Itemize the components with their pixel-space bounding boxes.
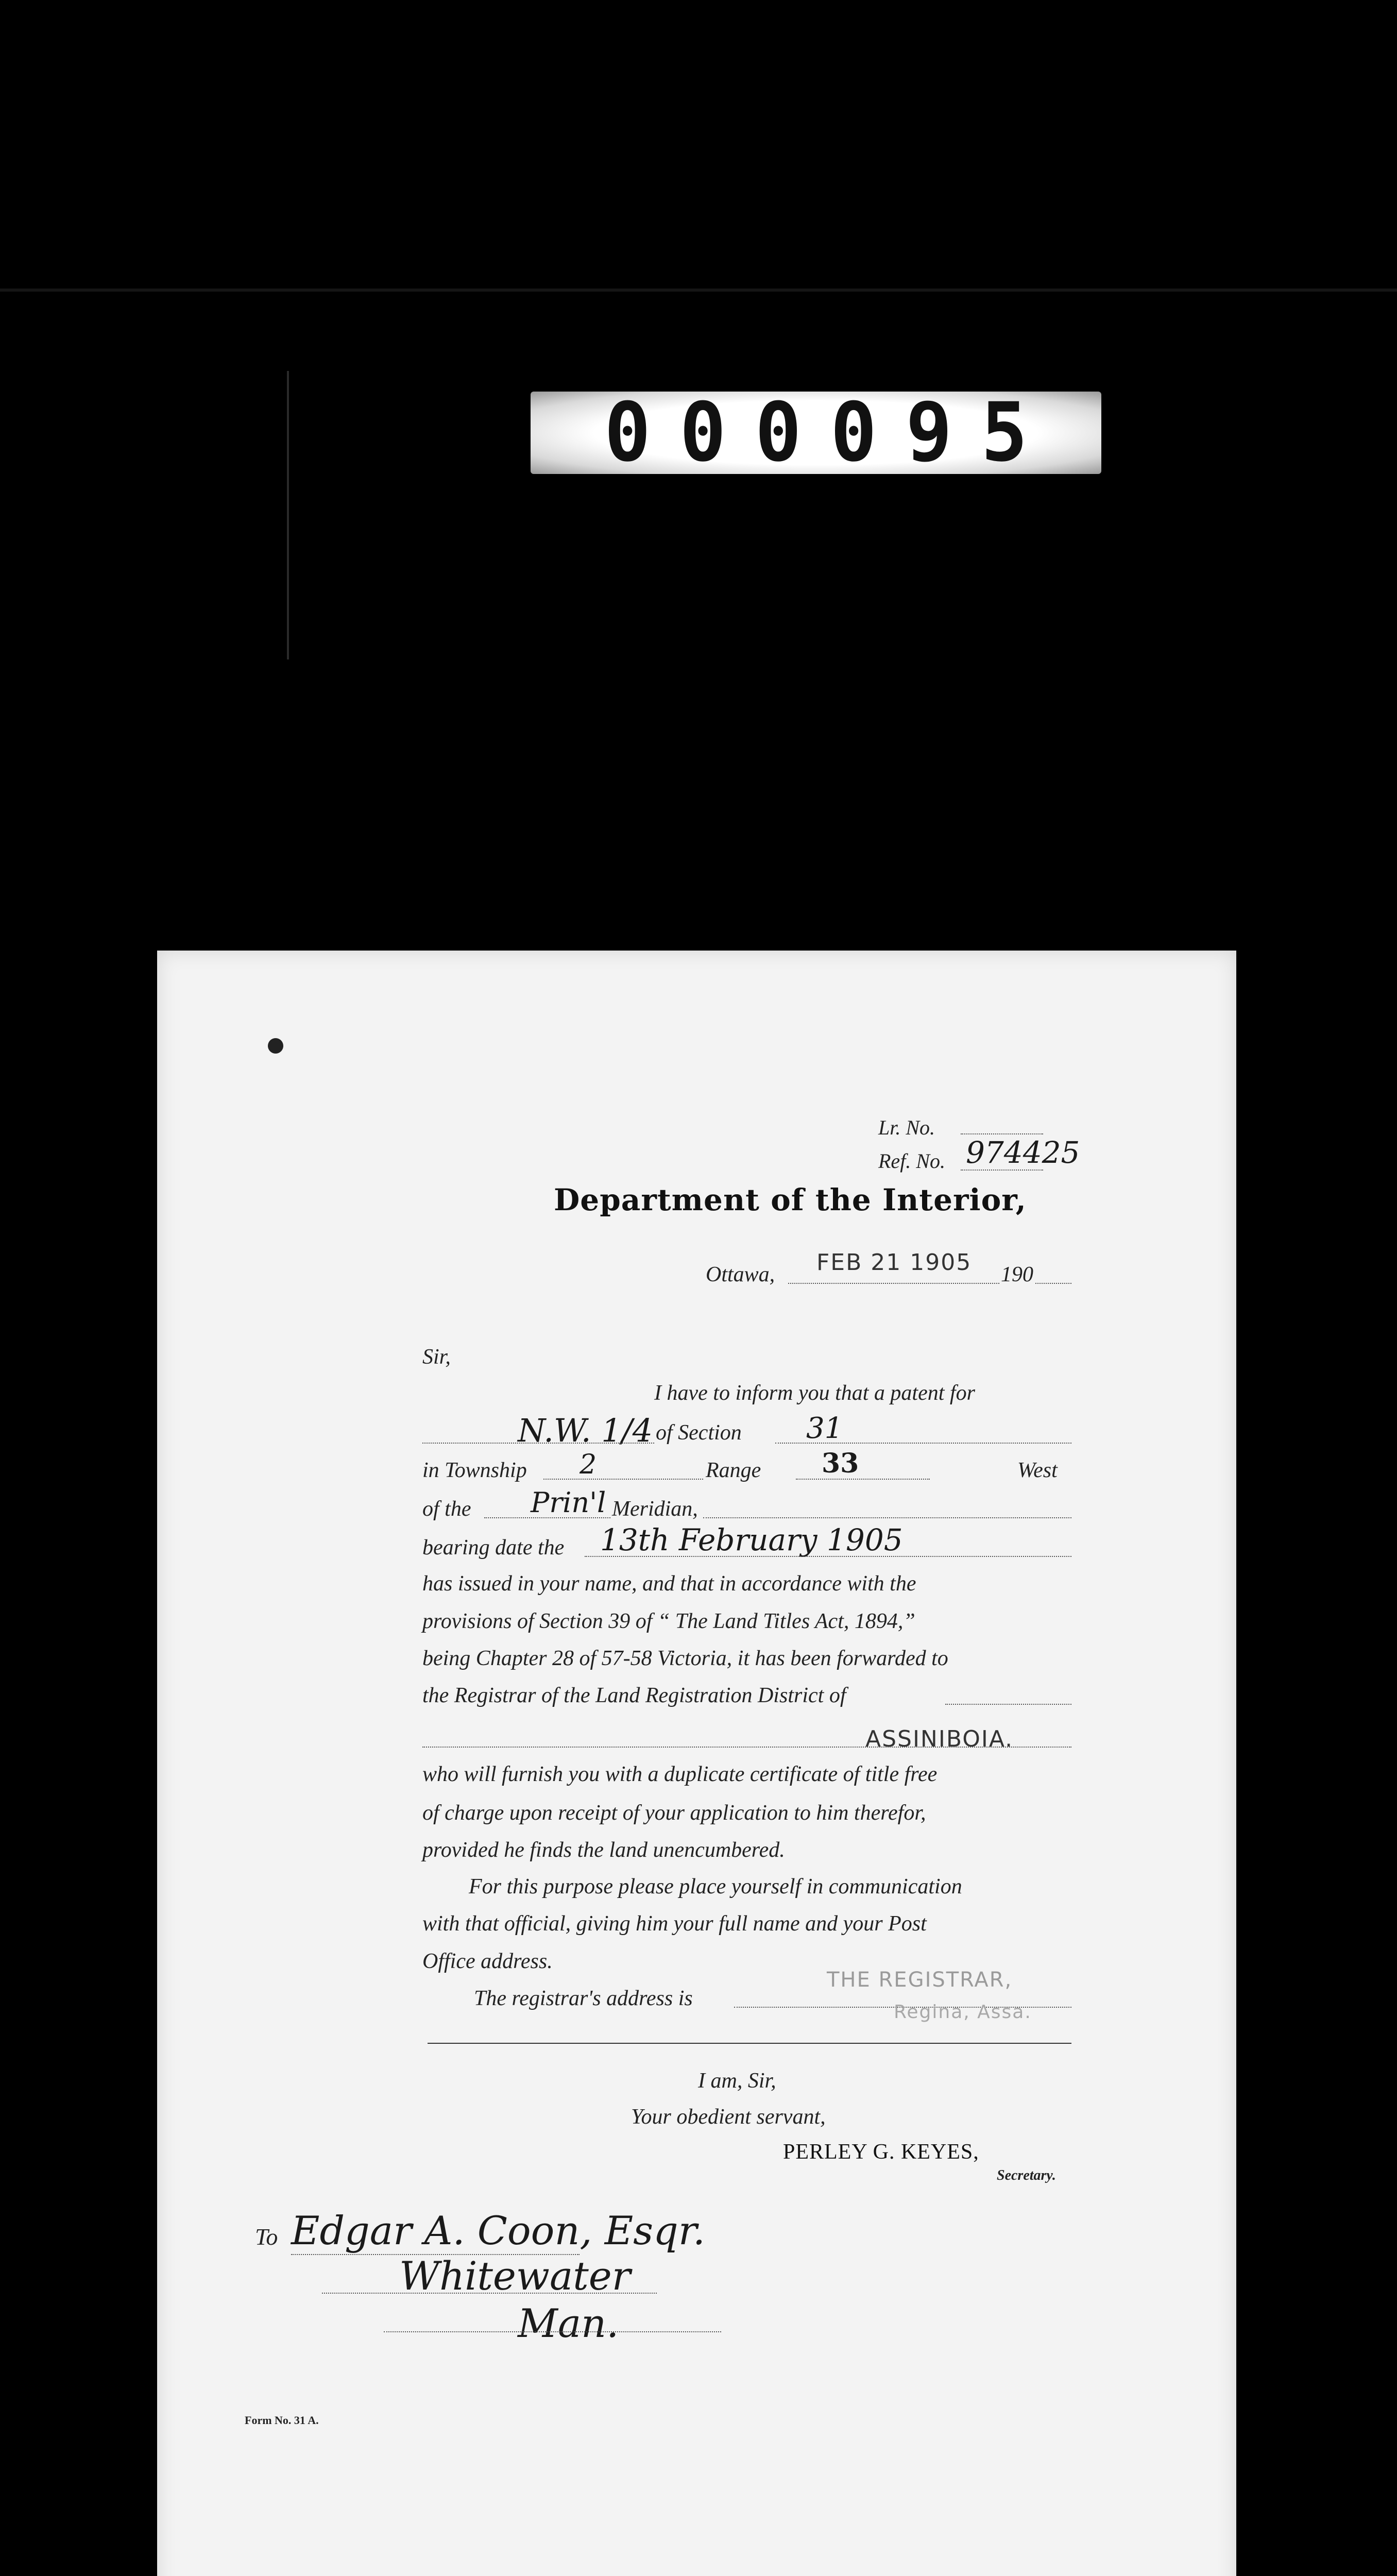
place-label: Ottawa, [706, 1263, 775, 1286]
closing-line-2: Your obedient servant, [631, 2105, 826, 2129]
meridian-label: Meridian, [612, 1497, 698, 1521]
punch-mark [268, 1038, 283, 1054]
bearing-value: 13th February 1905 [600, 1522, 903, 1557]
addressee-name: Edgar A. Coon, Esqr. [291, 2208, 705, 2253]
department-title: Department of the Interior, [554, 1182, 1027, 1217]
para1-line3: being Chapter 28 of 57-58 Victoria, it has been forwarded to [422, 1647, 948, 1670]
ref-no-label: Ref. No. [878, 1149, 945, 1173]
year-prefix: 190 [1001, 1263, 1033, 1286]
township-rule [543, 1479, 703, 1480]
meridian-value: Prin'l [531, 1486, 606, 1519]
year-rule [1035, 1283, 1071, 1284]
registrar-rule-2 [428, 2043, 1071, 2044]
district-rule-a [945, 1704, 1071, 1705]
bearing-rule [585, 1556, 1071, 1557]
film-top-band [0, 289, 1397, 292]
addressee-province: Man. [518, 2300, 619, 2346]
reel-frame-number-strip [531, 385, 1101, 480]
bearing-label: bearing date the [422, 1536, 565, 1560]
para1-line2: provisions of Section 39 of “ The Land Titles Act, 1894,” [422, 1609, 915, 1633]
ref-no-value: 974425 [966, 1135, 1080, 1170]
registrar-label: The registrar's address is [474, 1987, 693, 2010]
meridian-tail-rule [703, 1517, 1071, 1518]
lr-no-rule [961, 1133, 1043, 1134]
closing-line-1: I am, Sir, [698, 2069, 776, 2093]
township-label: in Township [422, 1459, 527, 1482]
range-value: 33 [822, 1448, 859, 1479]
para2-line1: who will furnish you with a duplicate certificate of title free [422, 1762, 938, 1786]
form-number: Form No. 31 A. [245, 2414, 319, 2427]
parcel-value: N.W. 1/4 [518, 1412, 653, 1449]
range-rule [796, 1479, 930, 1480]
date-rule [788, 1283, 999, 1284]
addressee-province-rule [384, 2331, 721, 2332]
west-label: West [1017, 1459, 1058, 1482]
signer-title: Secretary. [997, 2167, 1056, 2183]
registrar-stamp-line-1: THE REGISTRAR, [827, 1968, 1013, 1992]
para2-line2: of charge upon receipt of your application to him therefor, [422, 1801, 926, 1825]
addressee-place-rule [322, 2293, 657, 2294]
salutation: Sir, [422, 1345, 451, 1369]
ref-no-rule [961, 1170, 1043, 1171]
district-value: ASSINIBOIA. [865, 1726, 1014, 1752]
section-rule [775, 1443, 1071, 1444]
to-label: To [255, 2224, 278, 2250]
addressee-place: Whitewater [399, 2253, 631, 2299]
district-rule-b [422, 1747, 1071, 1748]
para3-line1: For this purpose please place yourself in communication [469, 1875, 962, 1899]
registrar-stamp-line-2: Regina, Assa. [894, 2002, 1032, 2023]
para1-line1: has issued in your name, and that in accordance with the [422, 1572, 916, 1596]
lr-no-label: Lr. No. [878, 1116, 935, 1139]
meridian-rule [484, 1517, 610, 1518]
film-scratch-line [287, 371, 289, 659]
parcel-rule [422, 1443, 654, 1444]
section-value: 31 [806, 1412, 843, 1445]
signer-name: PERLEY G. KEYES, [783, 2140, 979, 2164]
township-value: 2 [580, 1449, 597, 1480]
document-page [157, 951, 1236, 2576]
para3-line3: Office address. [422, 1950, 553, 1973]
para3-line2: with that official, giving him your full name and your Post [422, 1912, 927, 1936]
body-line-1: I have to inform you that a patent for [654, 1381, 975, 1405]
reel-frame-number: 000095 [604, 385, 1057, 480]
section-label: of Section [656, 1421, 742, 1445]
range-label: Range [706, 1459, 761, 1482]
para1-line4: the Registrar of the Land Registration District of [422, 1684, 846, 1707]
date-stamp: FEB 21 1905 [816, 1249, 972, 1276]
of-the-label: of the [422, 1497, 471, 1521]
para2-line3: provided he finds the land unencumbered. [422, 1838, 785, 1862]
